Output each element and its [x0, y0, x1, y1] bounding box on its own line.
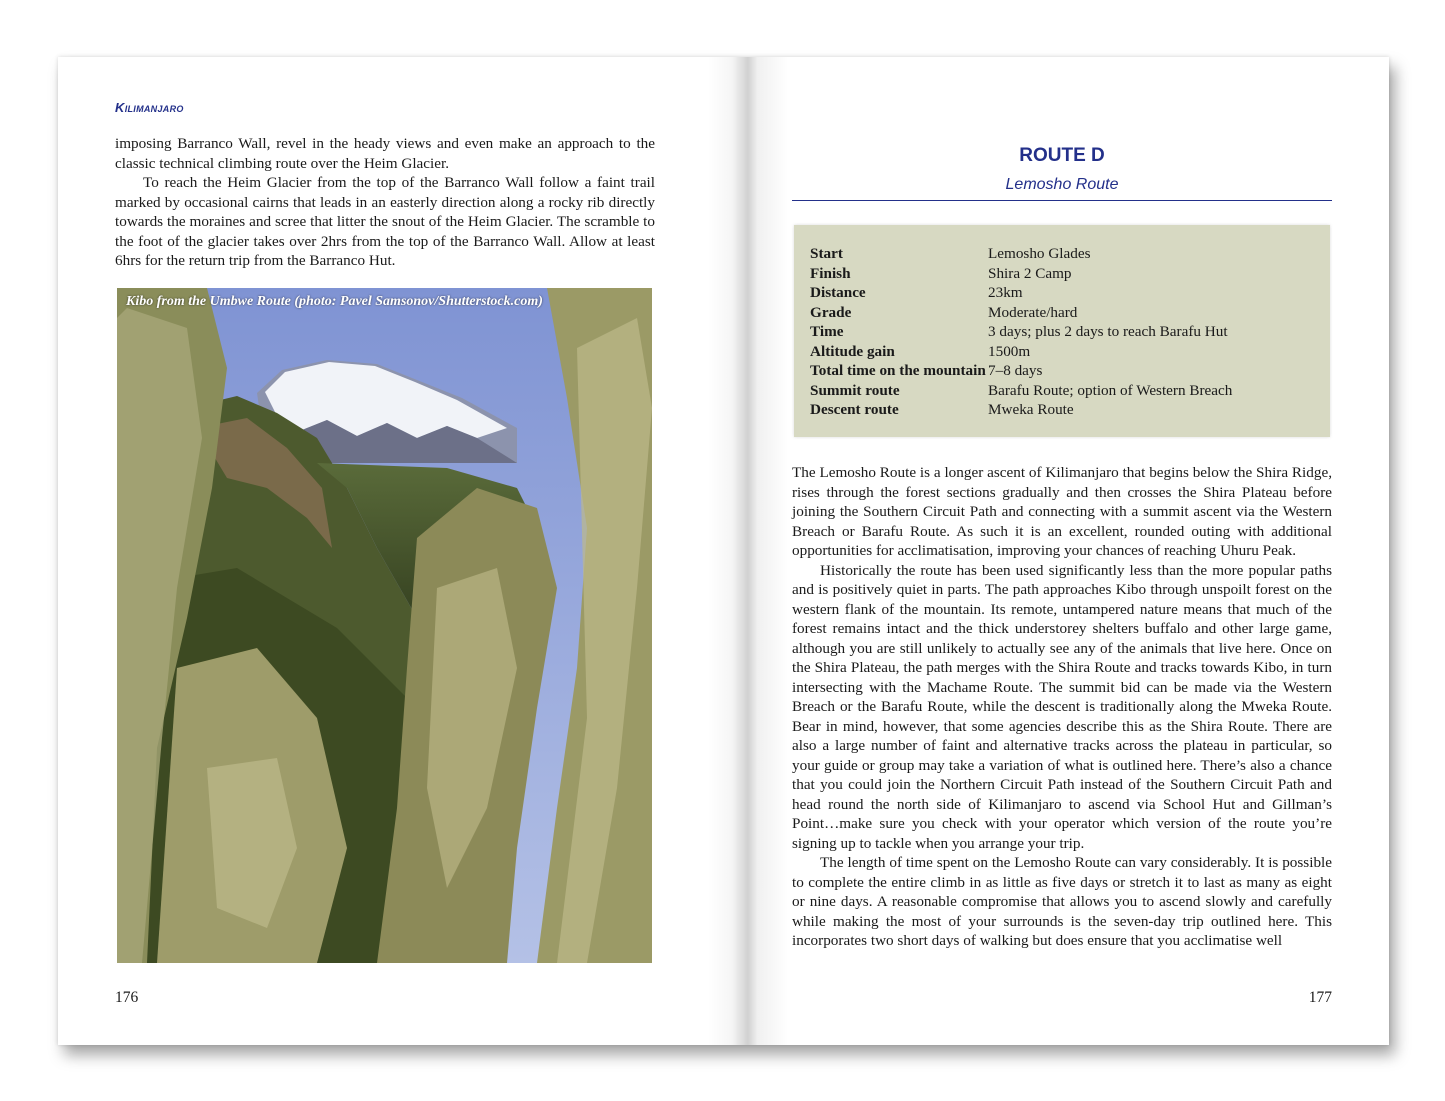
info-value: Shira 2 Camp [988, 264, 1072, 282]
info-value: Mweka Route [988, 401, 1074, 418]
info-label: Start [810, 245, 843, 262]
paragraph: Historically the route has been used significantly less than the more popular paths and is positively quiet in parts. The path approaches Kibo through unspoilt forest on the western flank of the mountain. Its remote, untampered nature means that much of the forest remains intact and the thick understorey shelters buffalo and other large game, although you are still unlikely to actually see any of the animals that live here. Once on the Shira Plateau, the path merges with the Shira Route and tracks towards Kibo, in turn intersecting with the Machame Route. The summit bid can be made via the Western Breach or the Barafu Route, while the descent is traditionally along the Mweka Route. Bear in mind, however, that some agencies describe this as the Shira Route. There are also a large number of faint and alternative tracks across the plateau in particular, so your guide or group may take a variation of what is outlined here. There’s also a chance that you could join the Northern Circuit Path instead of the Southern Circuit Path and head round the north side of Kilimanjaro to ascend via School Hut and Gillman’s Point…make sure you check with your operator which version of the route you’re signing up to tackle when you arrange your trip. [792, 561, 1332, 852]
info-row [810, 401, 1232, 421]
info-label: Grade [810, 303, 852, 321]
running-head: Kilimanjaro [115, 100, 184, 115]
title-rule [792, 200, 1332, 201]
info-label: Total time on the mountain [810, 362, 986, 379]
route-info-box [794, 225, 1330, 437]
info-row [810, 245, 1232, 265]
info-row [810, 265, 1232, 285]
paragraph: The length of time spent on the Lemosho Route can vary considerably. It is possible to complete the entire climb in as little as five days or stretch it to last as many as eight or nine days. A reasonable compromise that allows you to ascend slowly and carefully while making the most of your surrounds is the seven-day trip outlined here. This incorporates two short days of walking but does ensure that you acclimatise well [792, 854, 1332, 949]
page-number-right: 177 [1308, 989, 1332, 1006]
info-value: 3 days; plus 2 days to reach Barafu Hut [988, 323, 1228, 340]
right-body-text [792, 463, 1332, 951]
photo-caption: Kibo from the Umbwe Route (photo: Pavel Samsonov/Shutterstock.com) [126, 294, 543, 309]
photo-illustration [117, 288, 652, 963]
info-value: Barafu Route; option of Western Breach [988, 381, 1233, 399]
route-title: ROUTE D [1019, 145, 1105, 166]
route-subtitle: Lemosho Route [1005, 176, 1119, 193]
info-value: 7–8 days [988, 362, 1043, 379]
page-number-left: 176 [115, 989, 139, 1006]
info-row [810, 343, 1232, 363]
info-row [810, 323, 1232, 343]
info-row [810, 382, 1232, 402]
info-row [810, 284, 1232, 304]
info-value: Lemosho Glades [988, 245, 1091, 262]
info-value: 1500m [988, 342, 1031, 360]
paragraph: To reach the Heim Glacier from the top of the Barranco Wall follow a faint trail marked by occasional cairns that leads in an easterly direction along a rocky rib directly towards the moraines and scree that litter the snout of the Heim Glacier. The scramble to the foot of the glacier takes over 2hrs from the top of the Barranco Wall. Allow at least 6hrs for the return trip from the Barranco Hut. [115, 174, 655, 269]
right-page [723, 57, 1389, 1045]
info-row [810, 362, 1232, 382]
info-label: Time [810, 323, 844, 340]
info-label: Altitude gain [810, 342, 895, 360]
info-label: Distance [810, 284, 866, 301]
info-label: Summit route [810, 381, 900, 399]
book-spread [58, 57, 1389, 1045]
paragraph: imposing Barranco Wall, revel in the heady views and even make an approach to the classic technical climbing route over the Heim Glacier. [115, 135, 655, 172]
info-value: 23km [988, 284, 1023, 301]
info-row [810, 304, 1232, 324]
left-body-text [115, 134, 655, 271]
paragraph: The Lemosho Route is a longer ascent of Kilimanjaro that begins below the Shira Ridge, rises through the forest sections gradually and then crosses the Shira Plateau before joining the Southern Circuit Path and connecting with a summit ascent via the Western Breach or Barafu Route. As such it is an excellent, rounded outing with additional opportunities for acclimatisation, improving your chances of reaching Uhuru Peak. [792, 464, 1332, 559]
info-label: Finish [810, 264, 851, 282]
left-page [58, 57, 723, 1045]
info-value: Moderate/hard [988, 303, 1078, 321]
route-info-table [810, 245, 1232, 421]
kibo-photo [117, 288, 652, 963]
info-label: Descent route [810, 401, 899, 418]
